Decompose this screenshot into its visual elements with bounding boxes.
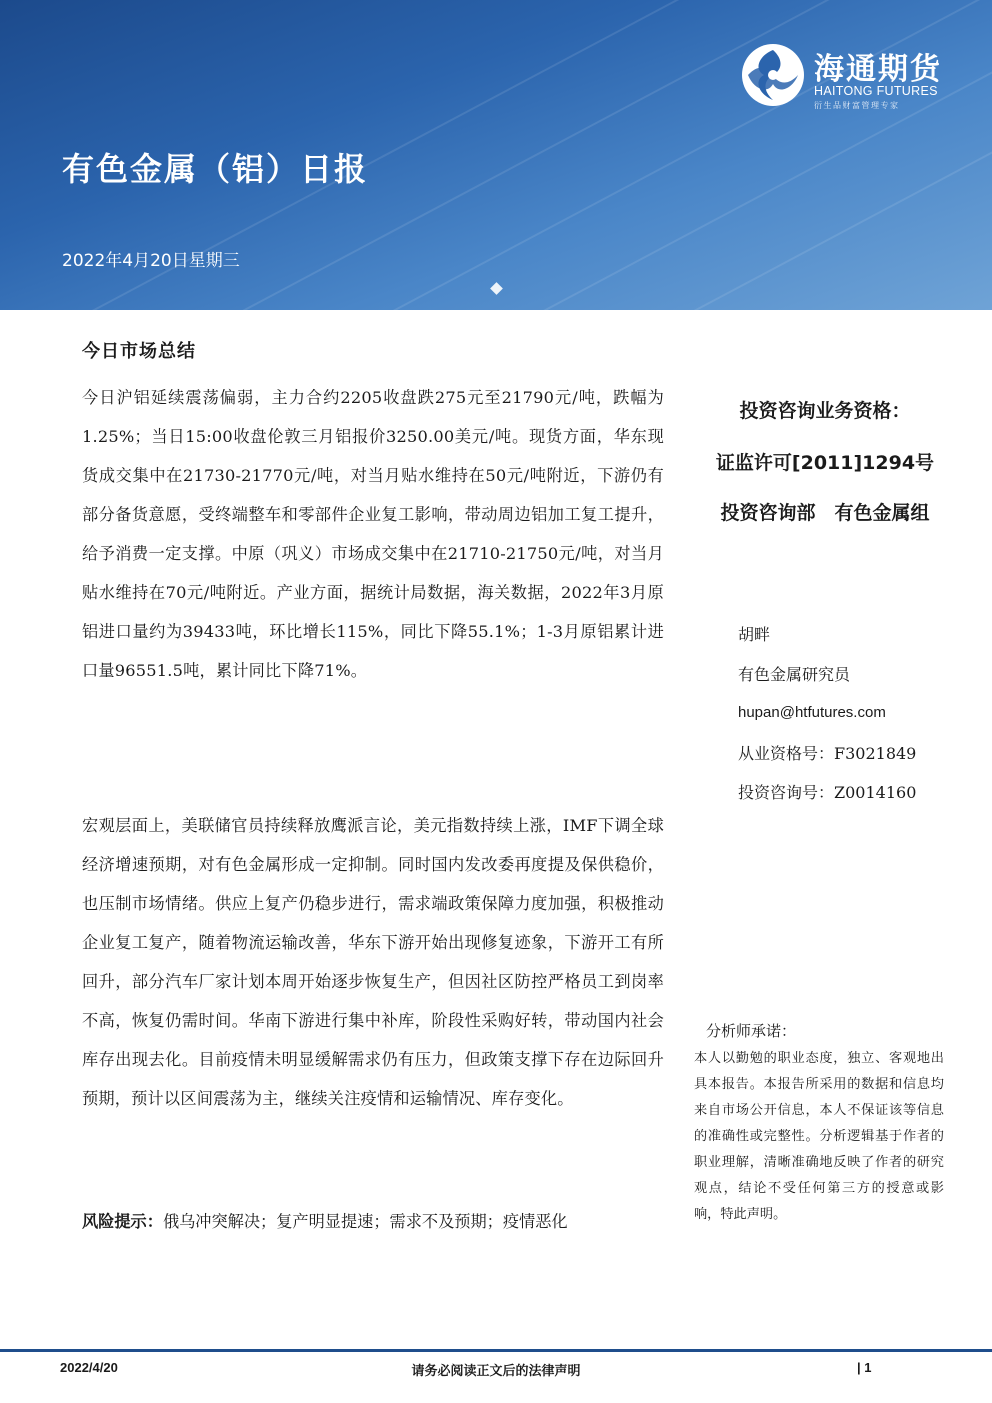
company-logo bbox=[740, 42, 960, 122]
footer-date: 2022/4/20 bbox=[60, 1360, 118, 1375]
report-header bbox=[0, 0, 992, 310]
summary-heading: 今日市场总结 bbox=[82, 341, 196, 362]
logo-chinese-name: 海通期货 bbox=[814, 52, 942, 87]
qualification-heading: 投资咨询业务资格： bbox=[739, 400, 911, 422]
department-name: 投资咨询部 有色金属组 bbox=[720, 502, 930, 524]
haitong-logo-icon bbox=[740, 42, 806, 108]
summary-paragraph-2: 宏观层面上，美联储官员持续释放鹰派言论，美元指数持续上涨，IMF下调全球经济增速预期，对有色金属形成一定抑制。同时国内发改委再度提及保供稳价，也压制市场情绪。供应上复产仍稳步进行，需求端政策保障力度加强，积极推动企业复工复产，随着物流运输改善，华东下游开始出现修复迹象，下游开工有所回升，部分汽车厂家计划本周开始逐步恢复生产，但因社区防控严格员工到岗率不高，恢复仍需时间。华南下游进行集中补库，阶段性采购好转，带动国内社会库存出现去化。目前疫情未明显缓解需求仍有压力，但政策支撑下存在边际回升预期，预计以区间震荡为主，继续关注疫情和运输情况、库存变化。 bbox=[82, 816, 664, 1108]
footer-divider bbox=[0, 1349, 992, 1352]
analyst-email: hupan@htfutures.com bbox=[738, 704, 886, 721]
diamond-divider-icon bbox=[490, 282, 503, 295]
practice-qualification-number: 从业资格号：F3021849 bbox=[738, 744, 917, 763]
risk-notice bbox=[82, 1206, 672, 1238]
analyst-title: 有色金属研究员 bbox=[738, 665, 851, 684]
footer-disclaimer: 请务必阅读正文后的法律声明 bbox=[411, 1364, 581, 1379]
page-number: | 1 bbox=[857, 1360, 872, 1375]
analyst-promise-heading: 分析师承诺： bbox=[706, 1022, 797, 1040]
analyst-name: 胡畔 bbox=[738, 625, 771, 644]
consulting-number: 投资咨询号：Z0014160 bbox=[738, 783, 917, 802]
report-date: 2022年4月20日星期三 bbox=[62, 251, 240, 271]
license-number: 证监许可[2011]1294号 bbox=[715, 452, 935, 474]
analyst-promise-text: 本人以勤勉的职业态度，独立、客观地出具本报告。本报告所采用的数据和信息均来自市场公开信息，本人不保证该等信息的准确性或完整性。分析逻辑基于作者的职业理解，清晰准确地反映了作者的研究观点，结论不受任何第三方的授意或影响，特此声明。 bbox=[694, 1051, 944, 1222]
logo-english-name: HAITONG FUTURES bbox=[814, 84, 938, 98]
summary-paragraph-1: 今日沪铝延续震荡偏弱，主力合约2205收盘跌275元至21790元/吨，跌幅为1.25%；当日15:00收盘伦敦三月铝报价3250.00美元/吨。现货方面，华东现货成交集中在21730-21770元/吨，对当月贴水维持在50元/吨附近，下游仍有部分备货意愿，受终端整车和零部件企业复工影响，带动周边铝加工复工提升，给予消费一定支撑。中原（巩义）市场成交集中在21710-21750元/吨，对当月贴水维持在70元/吨附近。产业方面，据统计局数据，海关数据，2022年3月原铝进口量约为39433吨，环比增长115%，同比下降55.1%；1-3月原铝累计进口量96551.5吨，累计同比下降71%。 bbox=[82, 388, 664, 680]
risk-label: 风险提示： bbox=[82, 1212, 163, 1231]
logo-tagline: 衍生品财富管理专家 bbox=[814, 101, 900, 110]
risk-text: 俄乌冲突解决；复产明显提速；需求不及预期；疫情恶化 bbox=[162, 1212, 568, 1231]
report-title: 有色金属（铝）日报 bbox=[62, 150, 369, 188]
